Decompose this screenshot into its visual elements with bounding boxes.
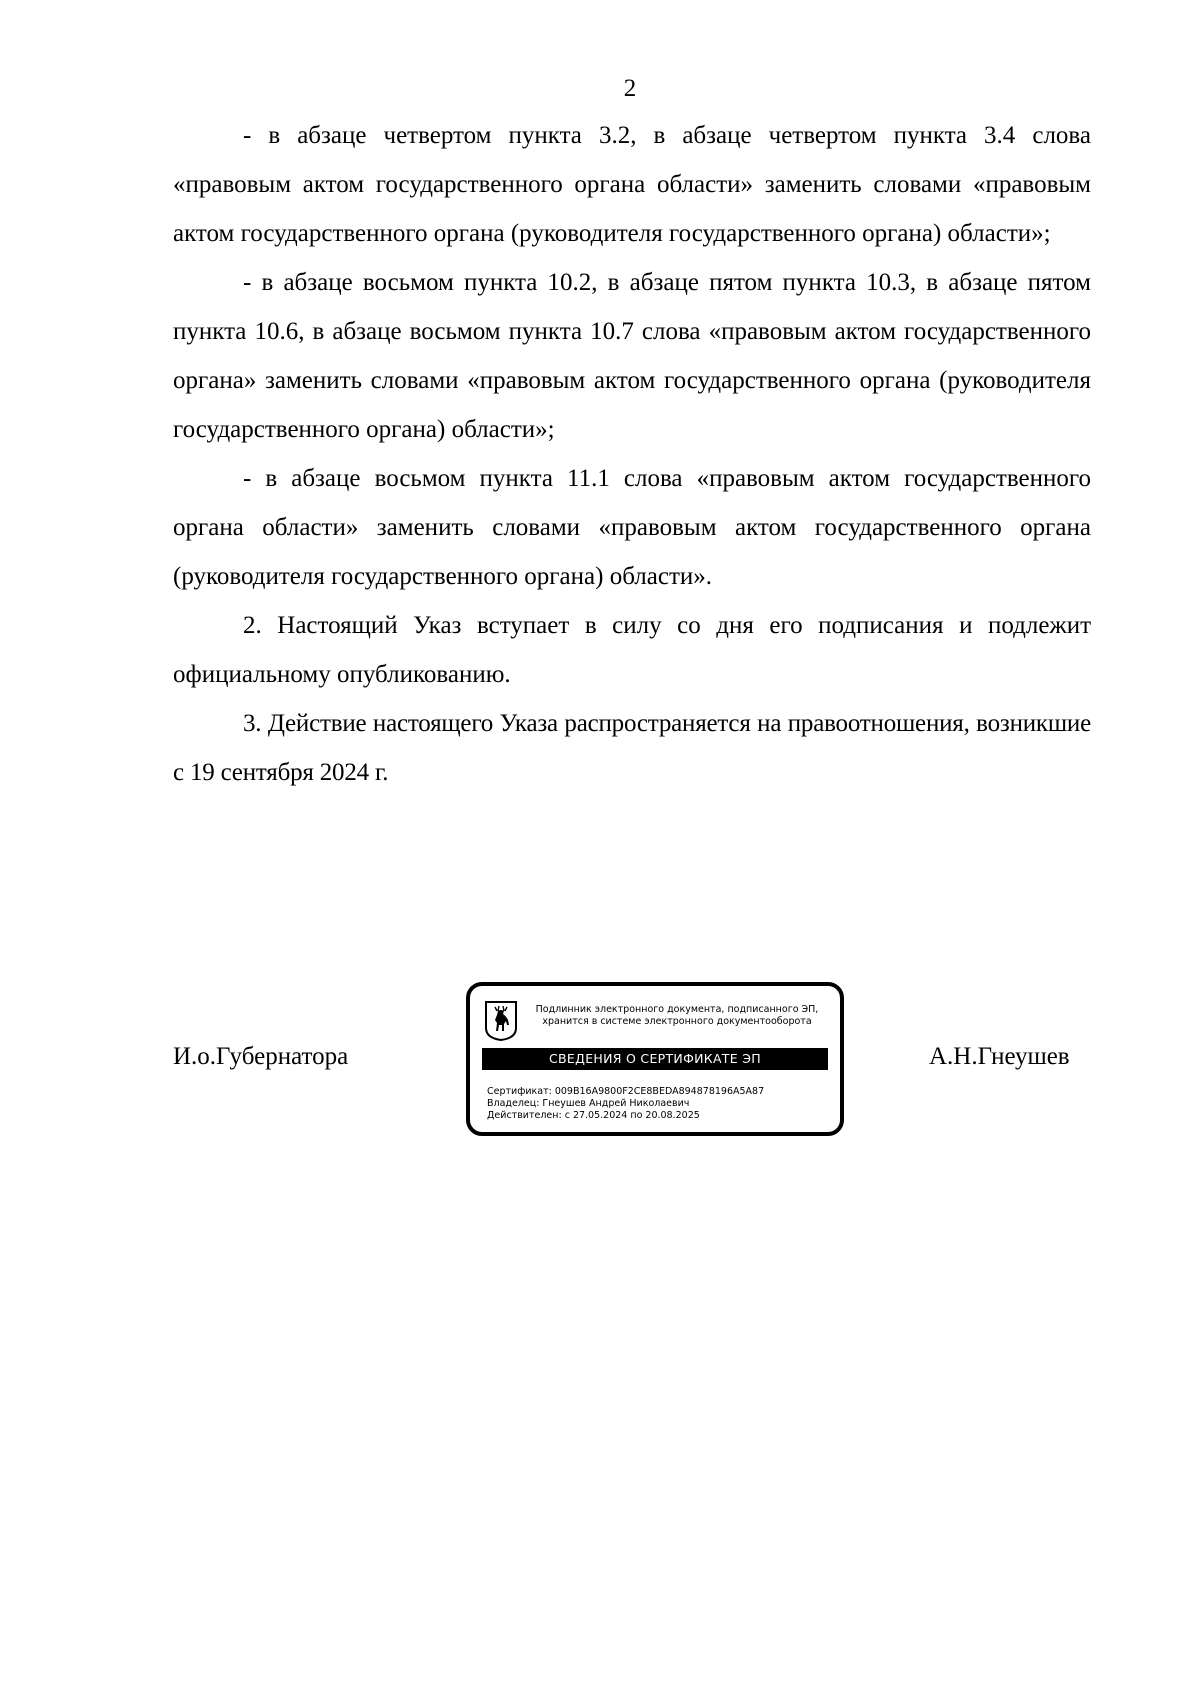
signatory-title: И.о.Губернатора — [173, 1043, 349, 1070]
stamp-header — [522, 1004, 832, 1028]
stamp-header-line-2: хранится в системе электронного документооборота — [542, 1016, 812, 1027]
paragraph-amendment-10-2: - в абзаце восьмом пункта 10.2, в абзаце пятом пункта 10.3, в абзаце пятом пункта 10.6, в абзаце восьмом пункта 10.7 слова «правовым актом государственного органа» заменить словами «правовым актом государственного органа (руководителя государственного органа) области»; — [173, 269, 1091, 443]
certificate-owner: Владелец: Гнеушев Андрей Николаевич — [487, 1098, 690, 1109]
paragraph-amendment-3-2: - в абзаце четвертом пункта 3.2, в абзаце четвертом пункта 3.4 слова «правовым актом государственного органа области» заменить словами «правовым актом государственного органа (руководителя государственного органа) области»; — [173, 122, 1091, 247]
decree-body — [173, 111, 1091, 797]
stamp-title-bar: СВЕДЕНИЯ О СЕРТИФИКАТЕ ЭП — [482, 1048, 828, 1070]
paragraph-retroactive-effect: 3. Действие настоящего Указа распространяется на правоотношения, возникшие с 19 сентября 2024 г. — [173, 710, 1091, 786]
stamp-header-line-1: Подлинник электронного документа, подписанного ЭП, — [535, 1004, 819, 1015]
certificate-validity: Действителен: с 27.05.2024 по 20.08.2025 — [487, 1110, 700, 1121]
paragraph-amendment-11-1: - в абзаце восьмом пункта 11.1 слова «правовым актом государственного органа области» заменить словами «правовым актом государственного органа (руководителя государственного органа) области». — [173, 465, 1091, 590]
electronic-signature-stamp — [466, 982, 844, 1136]
certificate-serial: Сертификат: 009B16A9800F2CE8BEDA894878196A5A87 — [487, 1086, 765, 1097]
signatory-name: А.Н.Гнеушев — [929, 1043, 1070, 1070]
page-number: 2 — [623, 75, 637, 102]
paragraph-entry-into-force: 2. Настоящий Указ вступает в силу со дня его подписания и подлежит официальному опубликованию. — [173, 612, 1091, 688]
deer-coat-of-arms-icon — [484, 1000, 518, 1042]
certificate-details — [487, 1086, 827, 1122]
